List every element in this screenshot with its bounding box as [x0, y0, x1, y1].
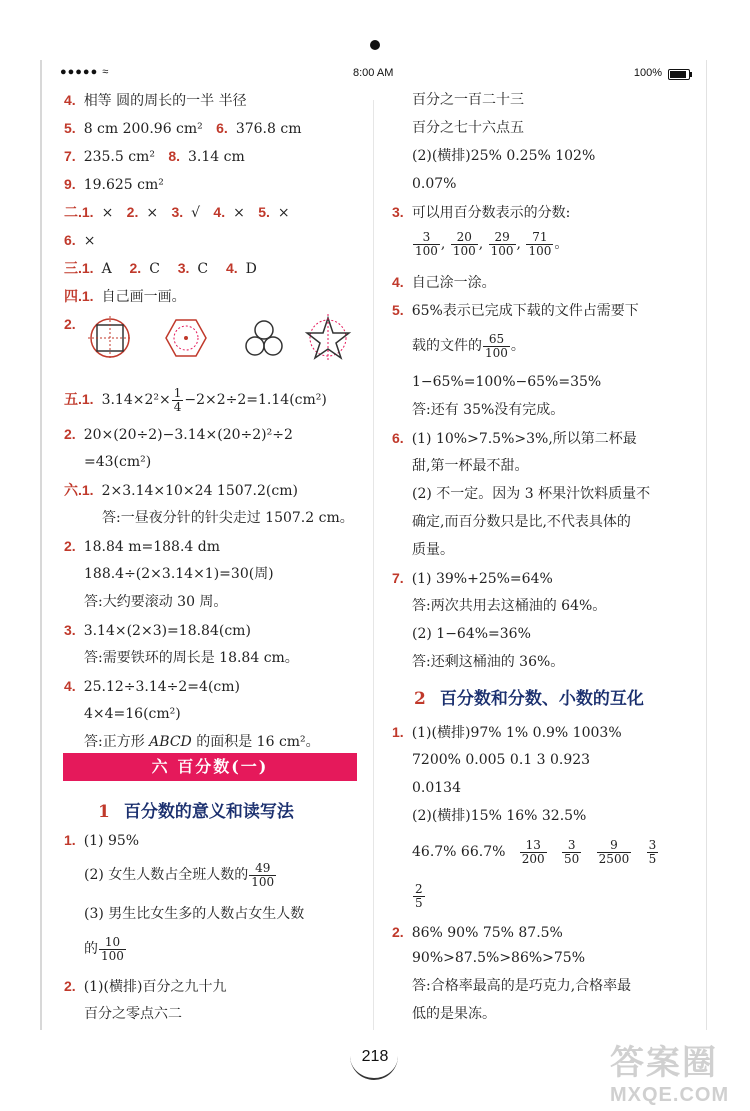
circle-in-square-drawing — [88, 316, 132, 360]
status-time: 8:00 AM — [353, 67, 394, 79]
wifi-icon: ≈ — [102, 66, 110, 78]
status-bar — [60, 66, 690, 82]
answer-line: 0.07% — [412, 176, 457, 192]
answer-line: 六.1. 2×3.14×10×24 1507.2(cm) — [64, 482, 298, 499]
answer-line: 46.7% 66.7% $\frac{13}{200}$ $\frac{3}{50}$ $\frac{9}{2500}$ $\frac{3}{5}$ — [412, 837, 657, 866]
fraction: $\frac{3}{5}$ — [648, 837, 657, 866]
fraction: $\frac{49}{100}$ — [251, 860, 275, 889]
fraction: $\frac{13}{200}$ — [521, 837, 545, 866]
answer-line: 答:还有 35%没有完成。 — [412, 402, 565, 418]
answer-line: 6. × — [64, 232, 96, 249]
camera-dot — [370, 40, 380, 50]
answer-line: 百分之零点六二 — [84, 1006, 182, 1022]
answer-line: (2) 女生人数占全班人数的 $\frac{49}{100}$ — [84, 860, 275, 889]
answer-line: 1. (1)(横排)97% 1% 0.9% 1003% — [392, 724, 622, 741]
fraction: $\frac{2}{5}$ — [415, 881, 423, 910]
answer-line: 2. 18.84 m=188.4 dm — [64, 538, 220, 555]
answer-line: 的 $\frac{10}{100}$ — [84, 934, 124, 963]
answer-line: 0.0134 — [412, 780, 461, 796]
fraction: $\frac{29}{100}$ — [490, 229, 514, 258]
column-divider — [373, 100, 374, 1030]
fraction: $\frac{20}{100}$ — [452, 229, 476, 258]
answer-line: 百分之一百二十三 — [412, 92, 524, 108]
answer-line: 答:需要铁环的周长是 18.84 cm。 — [84, 650, 299, 666]
answer-line: 2. 86% 90% 75% 87.5% — [392, 924, 563, 941]
answer-line: =43(cm²) — [84, 454, 152, 470]
answer-line: (2) 不一定。因为 3 杯果汁饮料质量不 — [412, 486, 651, 502]
answer-line: 7. (1) 39%+25%=64% — [392, 570, 553, 587]
answer-line: 5. 8 cm 200.96 cm² 6. 376.8 cm — [64, 120, 302, 137]
answer-line: 2. (1)(横排)百分之九十九 — [64, 978, 227, 995]
answer-line: $\frac{3}{100}$ , $\frac{20}{100}$ , $\frac{29}{100}$ , $\frac{71}{100}$ 。 — [415, 229, 569, 258]
answer-line: 3. 3.14×(2×3)=18.84(cm) — [64, 622, 251, 639]
fraction: $\frac{3}{100}$ — [415, 229, 438, 258]
answer-line: 载的文件的 $\frac{65}{100}$ 。 — [412, 331, 525, 360]
answer-line: 二.1. × 2. × 3. √ 4. × 5. × — [64, 204, 290, 221]
fraction: $\frac{65}{100}$ — [485, 331, 508, 360]
answer-line: 2. 20×(20÷2)−3.14×(20÷2)²÷2 — [64, 426, 293, 443]
answer-line: (2)(横排)25% 0.25% 102% — [412, 148, 596, 164]
answer-line: (2) 1−64%=36% — [412, 626, 531, 642]
answer-line: 答:一昼夜分针的针尖走过 1507.2 cm。 — [102, 510, 354, 526]
answer-line: 三.1. A 2. C 3. C 4. D — [64, 260, 257, 277]
answer-line: 90%>87.5%>86%>75% — [412, 950, 586, 966]
answer-line: 188.4÷(2×3.14×1)=30(周) — [84, 566, 274, 582]
section-title: 1 百分数的意义和读写法 — [98, 802, 294, 822]
answer-line: 1. (1) 95% — [64, 832, 140, 849]
answer-line: 2. — [64, 316, 76, 332]
answer-line: 3. 可以用百分数表示的分数: — [392, 204, 571, 221]
answer-line: 7200% 0.005 0.1 3 0.923 — [412, 752, 591, 768]
answer-line: 1−65%=100%−65%=35% — [412, 374, 602, 390]
fraction: $\frac{1}{4}$ — [173, 385, 182, 414]
answer-line: 五.1. 3.14×2²× $\frac{1}{4}$ −2×2÷2=1.14(cm²) — [64, 385, 327, 414]
answer-line: 质量。 — [412, 542, 454, 558]
fraction: $\frac{3}{50}$ — [564, 837, 580, 866]
chapter-banner: 六 百分数(一) — [63, 753, 357, 781]
section-title: 2 百分数和分数、小数的互化 — [414, 689, 644, 709]
answer-line: 5. 65%表示已完成下载的文件占需要下 — [392, 302, 639, 319]
answer-line: 4×4=16(cm²) — [84, 706, 181, 722]
frame-edge-right — [706, 60, 707, 1030]
answer-line: 答:还剩这桶油的 36%。 — [412, 654, 565, 670]
answer-line: 答:大约要滚动 30 周。 — [84, 594, 228, 610]
answer-line — [412, 878, 426, 914]
answer-line: 4. 相等 圆的周长的一半 半径 — [64, 92, 247, 109]
answer-line: 6. (1) 10%>7.5%>3%,所以第二杯最 — [392, 430, 637, 447]
battery-icon — [668, 69, 690, 80]
answer-line: 确定,而百分数只是比,不代表具体的 — [412, 514, 631, 530]
answer-line: 7. 235.5 cm² 8. 3.14 cm — [64, 148, 245, 165]
page-number: 218 — [361, 1048, 389, 1065]
answer-line: 9. 19.625 cm² — [64, 176, 164, 193]
star-drawing — [304, 314, 352, 362]
answer-line: (3) 男生比女生多的人数占女生人数 — [84, 906, 305, 922]
answer-line: (2)(横排)15% 16% 32.5% — [412, 808, 587, 824]
answer-line: 四.1. 自己画一画。 — [64, 288, 186, 305]
answer-line: 低的是果冻。 — [412, 1006, 496, 1022]
answer-line: 百分之七十六点五 — [412, 120, 524, 136]
answer-line: 答:正方形 ABCD 的面积是 16 cm²。 — [84, 734, 320, 750]
answer-line: 4. 自己涂一涂。 — [392, 274, 496, 291]
fraction: $\frac{71}{100}$ — [528, 229, 552, 258]
fraction: $\frac{10}{100}$ — [101, 934, 124, 963]
three-circles-drawing — [242, 316, 286, 360]
answer-line: 甜,第一杯最不甜。 — [412, 458, 529, 474]
answer-line: 答:两次共用去这桶油的 64%。 — [412, 598, 607, 614]
hexagon-drawing — [164, 316, 208, 360]
answer-line: 4. 25.12÷3.14÷2=4(cm) — [64, 678, 240, 695]
answer-line: 答:合格率最高的是巧克力,合格率最 — [412, 978, 632, 994]
signal-icon: ●●●●● ≈ — [60, 66, 110, 78]
watermark-logo: 答案圈 MXQE.COM — [610, 1044, 730, 1106]
battery-percent: 100% — [633, 67, 662, 79]
fraction: $\frac{9}{2500}$ — [598, 837, 630, 866]
frame-edge-left — [40, 60, 42, 1030]
